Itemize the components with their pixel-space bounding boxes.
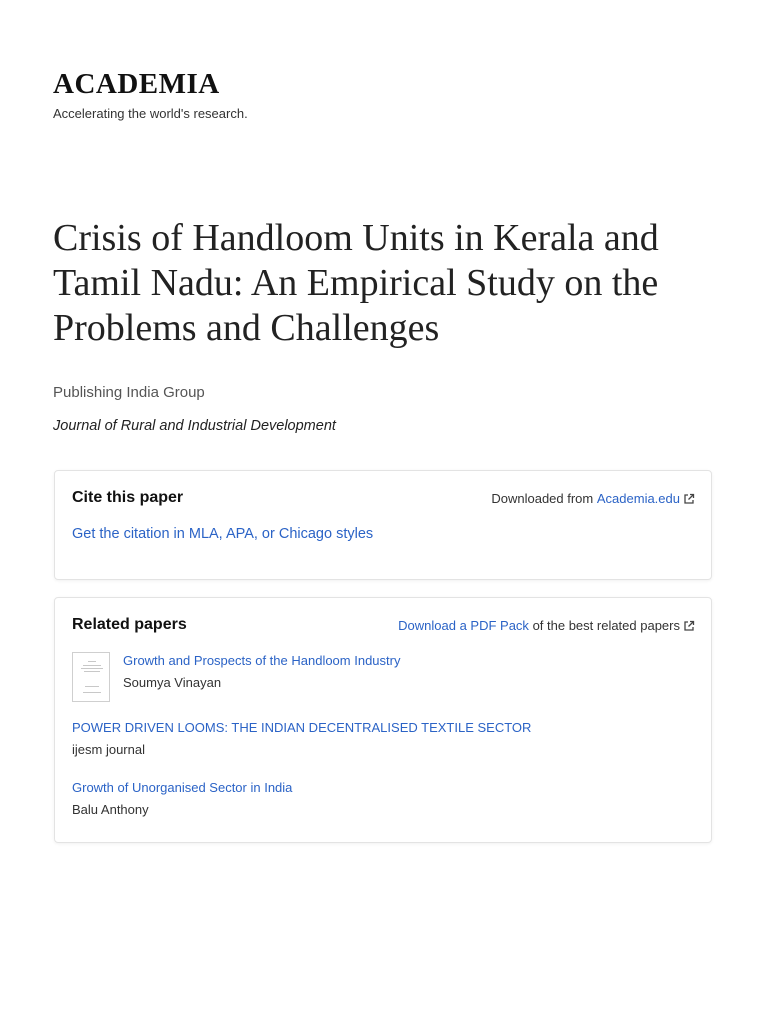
related-paper-author: Soumya Vinayan — [123, 675, 222, 690]
downloaded-from — [491, 491, 695, 506]
related-paper-title[interactable]: Growth of Unorganised Sector in India — [72, 780, 293, 795]
related-paper-item — [72, 780, 292, 818]
related-paper-title[interactable]: POWER DRIVEN LOOMS: THE INDIAN DECENTRALISED TEXTILE SECTOR — [72, 720, 532, 735]
related-papers-card — [54, 597, 712, 843]
cite-card — [54, 470, 712, 580]
brand-tagline: Accelerating the world's research. — [53, 106, 248, 121]
academia-logo[interactable]: ACADEMIA — [53, 68, 220, 100]
external-link-icon[interactable] — [683, 493, 695, 505]
external-link-icon[interactable] — [683, 620, 695, 632]
get-citation-link[interactable]: Get the citation in MLA, APA, or Chicago styles — [72, 526, 374, 542]
related-paper-author: ijesm journal — [72, 742, 145, 757]
pdf-pack-note — [398, 618, 695, 633]
paper-thumbnail[interactable] — [72, 652, 110, 702]
download-pdf-pack-link[interactable]: Download a PDF Pack — [398, 618, 529, 633]
downloaded-prefix: Downloaded from — [491, 491, 594, 506]
paper-title: Crisis of Handloom Units in Kerala and Tamil Nadu: An Empirical Study on the Problems and Challenges — [53, 217, 659, 349]
paper-publisher: Publishing India Group — [53, 384, 205, 401]
related-paper-title[interactable]: Growth and Prospects of the Handloom Industry — [123, 653, 401, 668]
related-paper-item — [123, 653, 400, 691]
academia-header — [53, 68, 248, 121]
related-paper-item — [72, 720, 531, 758]
related-paper-author: Balu Anthony — [72, 802, 149, 817]
academia-edu-link[interactable]: Academia.edu — [596, 491, 680, 506]
paper-journal: Journal of Rural and Industrial Development — [53, 418, 336, 434]
pdf-pack-suffix: of the best related papers — [532, 618, 680, 633]
related-heading: Related papers — [72, 616, 187, 633]
cite-heading: Cite this paper — [72, 489, 184, 506]
